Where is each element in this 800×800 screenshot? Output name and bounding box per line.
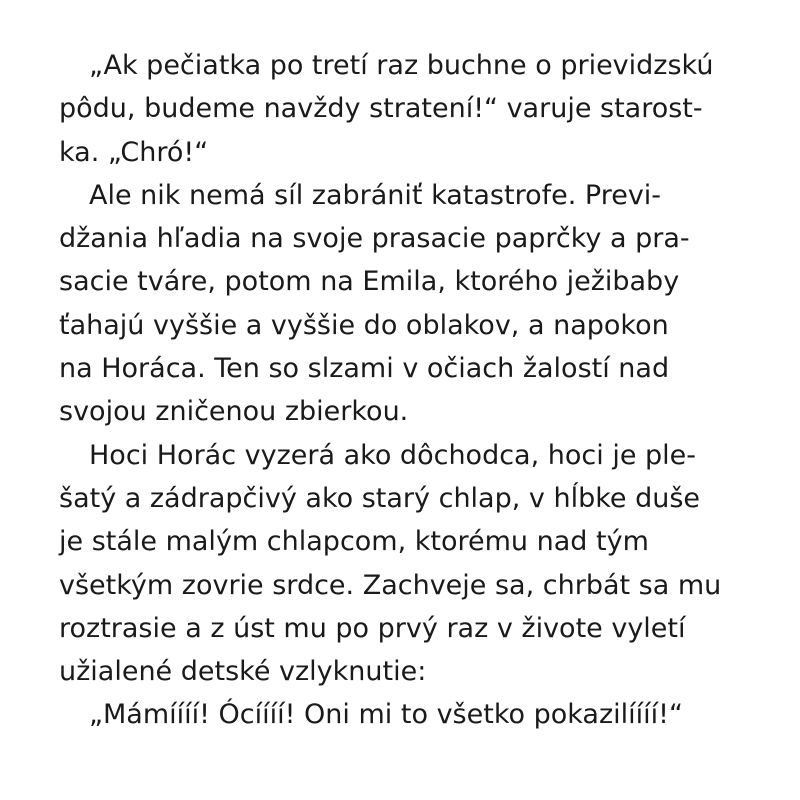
text-line: na Horáca. Ten so slzami v očiach žalostí nad bbox=[59, 353, 670, 385]
text-line: džania hľadia na svoje prasacie paprčky a pra- bbox=[59, 223, 690, 255]
text-line: pôdu, budeme navždy stratení!“ varuje starost- bbox=[59, 93, 703, 125]
text-line: svojou zničenou zbierkou. bbox=[59, 396, 409, 428]
text-line: ka. „Chró!“ bbox=[59, 136, 209, 168]
text-line: všetkým zovrie srdce. Zachveje sa, chrbát sa mu bbox=[59, 569, 722, 601]
body-text bbox=[59, 44, 759, 737]
text-line: sacie tváre, potom na Emila, ktorého ježibaby bbox=[59, 266, 680, 298]
text-line: „Mámíííí! Ócíííí! Oni mi to všetko pokazilíííí!“ bbox=[89, 699, 683, 731]
text-line: roztrasie a z úst mu po prvý raz v živote vyletí bbox=[59, 612, 686, 644]
text-line: šatý a zádrapčivý ako starý chlap, v hĺbke duše bbox=[59, 482, 701, 514]
text-line: je stále malým chlapcom, ktorému nad tým bbox=[59, 526, 649, 558]
text-line: ťahajú vyššie a vyššie do oblakov, a napokon bbox=[59, 309, 669, 341]
text-line: užialené detské vzlyknutie: bbox=[59, 656, 427, 688]
text-line: Ale nik nemá síl zabrániť katastrofe. Previ- bbox=[89, 179, 662, 211]
text-line: Hoci Horác vyzerá ako dôchodca, hoci je ple- bbox=[89, 439, 697, 471]
text-line: „Ak pečiatka po tretí raz buchne o prievidzskú bbox=[89, 50, 714, 81]
